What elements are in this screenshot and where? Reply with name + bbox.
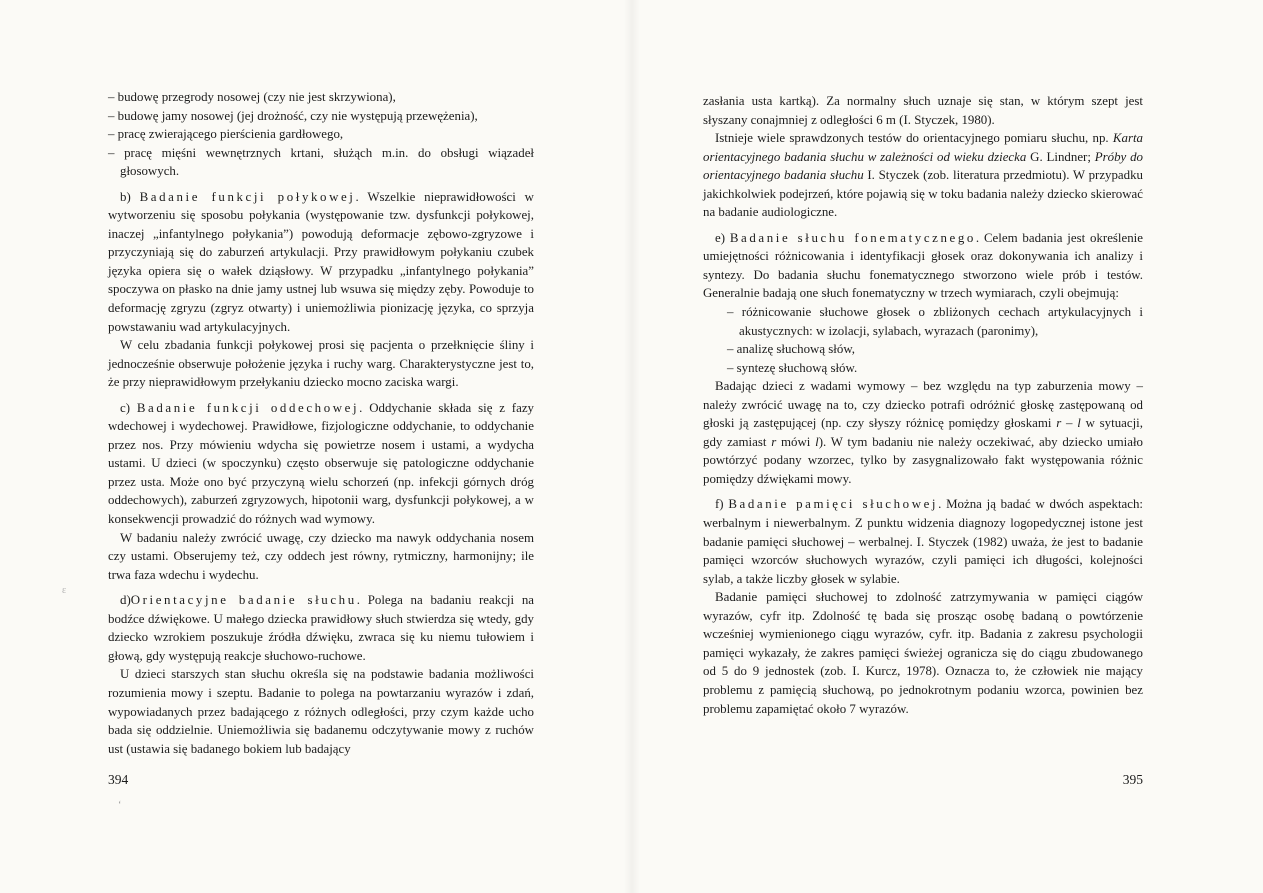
- section-e-paragraph-2: [703, 377, 1143, 488]
- bullet-item: – syntezę słuchową słów.: [727, 360, 858, 375]
- phoneme-l: l: [815, 434, 819, 449]
- bullet-item: – różnicowanie słuchowe głosek o zbliżonych cechach artykulacyjnych i akustycznych: w izolacji, sylabach, wyrazach (paronimy),: [727, 305, 1143, 338]
- section-b-text: . Wszelkie nieprawidłowości w wytworzeniu się sposobu połykania (występowanie tzw. dysfunkcji połykowej, inaczej „infantylnego połykania”) powodują deformacje zębowo-zgryzowe i przyczyniają się do zaburzeń artykulacji. Przy prawidłowym połykaniu czubek języka opiera się o wałek dziąsłowy. W przypadku „infantylnego połykania” spoczywa on płasko na dnie jamy ustnej lub wsuwa się między zęby. Powoduje to deformację zgryzu (zgryz otwarty) i uniemożliwia pionizację języka, co sprzyja powstawaniu wad artykulacyjnych.: [108, 189, 534, 334]
- section-c-heading: Badanie funkcji oddechowej: [136, 400, 360, 415]
- bullet-item: – analizę słuchową słów,: [727, 342, 856, 357]
- section-d-text: . Polega na badaniu reakcji na bodźce dźwiękowe. U małego dziecka prawidłowy słuch stwierdza się wtedy, gdy dziecko wzrokiem poszukuje źródła dźwięku, zwraca się ku niemu tułowiem i głową, gdy występują reakcje słuchowo-ruchowe.: [108, 593, 534, 663]
- section-b-heading: Badanie funkcji połykowej: [139, 189, 356, 204]
- tests-text-1: Istnieje wiele sprawdzonych testów do orientacyjnego pomiaru słuchu, np.: [715, 131, 1113, 146]
- right-page-text: [703, 92, 1143, 718]
- section-f-text: . Można ją badać w dwóch aspektach: werbalnym i niewerbalnym. Z punktu widzenia diagnozy logopedycznej istone jest badanie pamięci słuchowej – werbalnej. I. Styczek (1982) uważa, że jest to badanie pamięci wzorców słuchowych wyrazów, czyli pamięci ich długości, kolejności sylab, a także liczby głosek w sylabie.: [703, 497, 1143, 586]
- page-number-left: 394: [108, 772, 129, 787]
- section-f-paragraph-2: Badanie pamięci słuchowej to zdolność zatrzymywania w pamięci ciągów wyrazów, cyfr itp. Zdolność tę bada się prosząc osobę badaną o powtórzenie wcześniej wymienionego ciągu wyrazów, cyfr. itp. Badania z zakresu psychologii pamięci wykazały, że zakres pamięci świeżej ogranicza się do ciągu zbudowanego od 5 do 9 jednostek (zob. I. Kurcz, 1978). Oznacza to, że człowiek nie mający problemu z pamięcią słuchową, po jednokrotnym podaniu wzorca, powinien bez problemu zapamiętać około 7 wyrazów.: [703, 590, 1143, 716]
- bullet-item: – pracę mięśni wewnętrznych krtani, służąch m.in. do obsługi wiązadeł głosowych.: [108, 145, 534, 179]
- left-page: [108, 0, 534, 893]
- section-e-text-2b: w sytuacji, gdy zamiast: [703, 416, 1143, 449]
- section-d-paragraph: [108, 591, 534, 665]
- section-c-marker: c): [120, 400, 131, 415]
- continued-paragraph: zasłania usta kartką). Za normalny słuch uznaje się stan, w którym szept jest słyszany conajmniej z odległości 6 m (I. Styczek, 1980).: [703, 94, 1143, 127]
- right-page: [703, 0, 1143, 893]
- phoneme-pair: r – l: [1056, 416, 1081, 431]
- section-b-marker: b): [120, 189, 131, 204]
- smudge-mark: ʻ: [118, 800, 122, 811]
- section-c-paragraph-2: W badaniu należy zwrócić uwagę, czy dziecko ma nawyk oddychania nosem czy ustami. Obserujemy też, czy oddech jest równy, rytmiczny, harmonijny; ile trwa faza wdechu i wydechu.: [108, 530, 534, 582]
- left-page-text: [108, 88, 534, 758]
- test-title-1: Karta orientacyjnego badania słuchu w zależności od wieku dziecka: [703, 131, 1143, 164]
- section-f-marker: f): [715, 497, 724, 512]
- section-e-text-2d: ). W tym badaniu nie należy oczekiwać, aby dziecko umiało powtórzyć podany wzorzec, tylko by zasygnalizowało fakt występowania różnic pomiędzy dźwiękami mowy.: [703, 434, 1143, 486]
- section-e-marker: e): [715, 230, 726, 245]
- tests-paragraph: [703, 129, 1143, 222]
- section-f-heading: Badanie pamięci słuchowej: [728, 497, 939, 512]
- section-d-marker: d): [120, 593, 131, 608]
- section-e-text: . Celem badania jest określenie umiejętności różnicowania i identyfikacji głosek oraz dokonywania ich analizy i syntezy. Do badania słuchu fonematycznego stworzono wiele prób i testów. Generalnie badają one słuch fonematyczny w trzech wymiarach, czyli obejmują:: [703, 230, 1143, 301]
- phoneme-r: r: [771, 434, 777, 449]
- section-e-text-2a: Badając dzieci z wadami wymowy – bez względu na typ zaburzenia mowy – należy zwrócić uwagę na to, czy dziecko potrafi odróżnić głoskę zastępowaną od głoski ją zastępującej (np. czy słyszy różnicę pomiędzy głoskami: [703, 379, 1143, 431]
- margin-mark: ɛ: [62, 585, 67, 596]
- section-d-paragraph-2: U dzieci starszych stan słuchu określa się na podstawie badania możliwości rozumienia mowy i szeptu. Badanie to polega na powtarzaniu wyrazów i zdań, wypowiadanych przez badającego z różnych odległości, przy czym każde ucho bada się oddzielnie. Uniemożliwia się badanemu odczytywanie mowy z ruchów ust (ustawia się badanego bokiem lub badający: [108, 667, 534, 756]
- section-b-paragraph: [108, 188, 534, 336]
- section-c-paragraph: [108, 399, 534, 529]
- bullet-item: – budowę przegrody nosowej (czy nie jest skrzywiona),: [108, 90, 396, 104]
- test-title-2: Próby do orientacyjnego badania słuchu: [703, 149, 1143, 183]
- page-number-right: 395: [1122, 772, 1143, 787]
- tests-text-3: I. Styczek (zob. literatura przedmiotu). W przypadku jakichkolwiek podejrzeń, które pojawią się w toku badania należy dziecko skierować na badanie audiologiczne.: [703, 168, 1143, 220]
- bullet-item: – pracę zwierającego pierścienia gardłowego,: [108, 127, 344, 142]
- section-b-paragraph-2: W celu zbadania funkcji połykowej prosi się pacjenta o przełknięcie śliny i jednocześnie obserwuje położenie języka i ruchy warg. Charakterystyczne jest to, że przy nieprawidłowym przełykaniu dziecko mocno zaciska wargi.: [108, 338, 534, 390]
- section-e-text-2c: mówi: [776, 434, 816, 449]
- section-c-text: . Oddychanie składa się z fazy wdechowej i wydechowej. Prawidłowe, fizjologiczne oddychanie, to oddychanie przez nos. Przy mówieniu wdycha się powietrze nosem i ustami, a wydycha ustami. U dzieci (w spoczynku) często obserwuje się patologiczne oddychanie przez usta. Może ono być przyczyną wielu schorzeń (np. infekcji górnych dróg oddechowych), zaburzeń zgryzowych, hipotonii warg, dysfunkcji połykowej, a w konsekwencji prowadzić do różnych wad wymowy.: [108, 400, 534, 527]
- tests-text-2: G. Lindner;: [1026, 149, 1095, 164]
- bullet-item: – budowę jamy nosowej (jej drożność, czy nie występują przewężenia),: [108, 108, 478, 123]
- section-e-heading: Badanie słuchu fonematycznego: [729, 230, 976, 245]
- section-f-paragraph: [703, 495, 1143, 588]
- section-e-paragraph: [703, 229, 1143, 303]
- section-d-heading: Orientacyjne badanie słuchu: [130, 593, 357, 608]
- page-gutter: [624, 0, 640, 893]
